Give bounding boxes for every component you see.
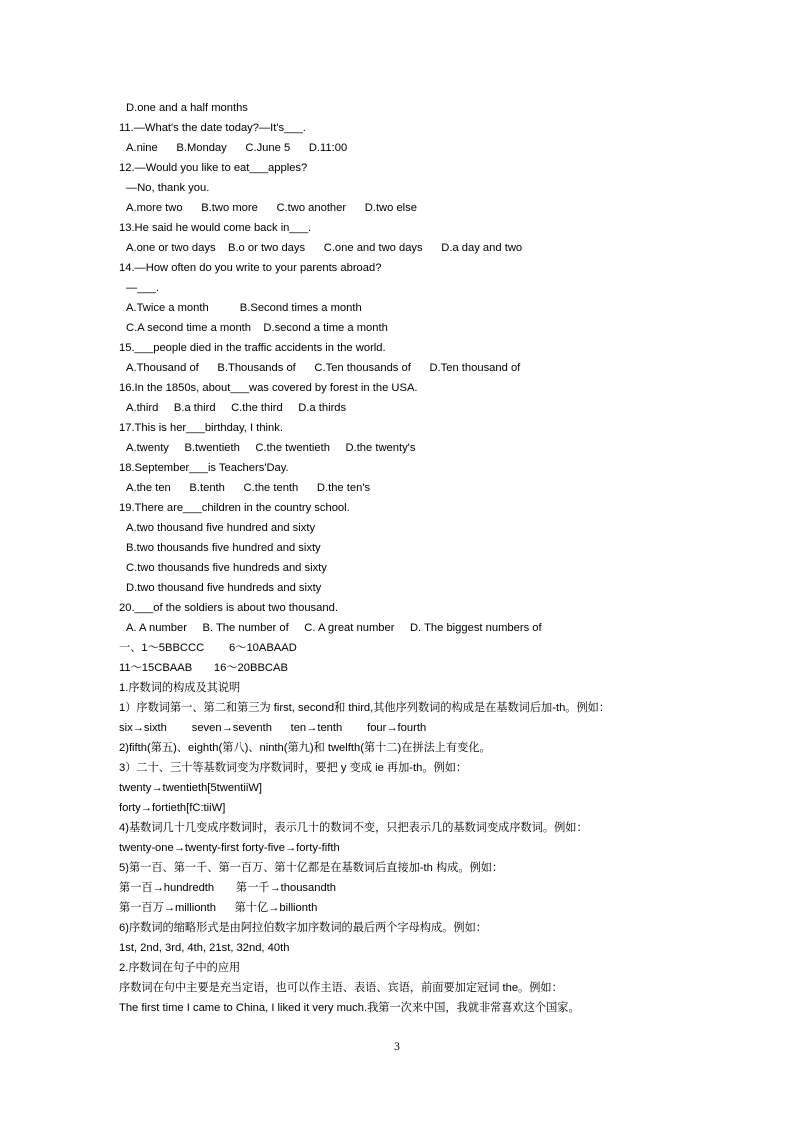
paragraph: 1）序数词第一、第二和第三为 first, second和 third,其他序列数词的构成是在基数词后加-th。例如： bbox=[119, 702, 611, 714]
answer-key-11-20: 11～15CBAAB 16～20BBCAB bbox=[119, 662, 288, 674]
option-19-b: B.two thousands five hundred and sixty bbox=[126, 542, 321, 554]
options-15: A.Thousand of B.Thousands of C.Ten thousands of D.Ten thousand of bbox=[126, 362, 521, 374]
paragraph: 4)基数词几十几变成序数词时，表示几十的数词不变，只把表示几的基数词变成序数词。例如： bbox=[119, 822, 588, 834]
example-line: 1st, 2nd, 3rd, 4th, 21st, 32nd, 40th bbox=[119, 942, 290, 954]
example-line: 第一百→hundredth 第一千→thousandth bbox=[119, 882, 337, 894]
options-16: A.third B.a third C.the third D.a thirds bbox=[126, 402, 347, 414]
options-12: A.more two B.two more C.two another D.two else bbox=[126, 202, 417, 214]
question-19: 19.There are___children in the country school. bbox=[119, 502, 350, 514]
example-line: The first time I came to China, I liked it very much.我第一次来中国，我就非常喜欢这个国家。 bbox=[119, 1002, 580, 1014]
paragraph: 3）二十、三十等基数词变为序数词时，要把 y 变成 ie 再加-th。例如： bbox=[119, 762, 468, 774]
answer-key-1-10: 一、1～5BBCCC 6～10ABAAD bbox=[119, 642, 297, 654]
example-line: forty→fortieth[fC:tiiW] bbox=[119, 802, 226, 814]
section-heading-1: 1.序数词的构成及其说明 bbox=[119, 682, 241, 694]
document-body bbox=[119, 98, 679, 1018]
question-12: 12.—Would you like to eat___apples? bbox=[119, 162, 308, 174]
example-line: 第一百万→millionth 第十亿→billionth bbox=[119, 902, 318, 914]
example-line: twenty→twentieth[5twentiiW] bbox=[119, 782, 263, 794]
question-17: 17.This is her___birthday, I think. bbox=[119, 422, 283, 434]
example-line: six→sixth seven→seventh ten→tenth four→fourth bbox=[119, 722, 427, 734]
options-11: A.nine B.Monday C.June 5 D.11:00 bbox=[126, 142, 348, 154]
question-14: 14.—How often do you write to your parents abroad? bbox=[119, 262, 382, 274]
example-line: twenty-one→twenty-first forty-five→forty-fifth bbox=[119, 842, 340, 854]
options-13: A.one or two days B.o or two days C.one and two days D.a day and two bbox=[126, 242, 523, 254]
options-14-cd: C.A second time a month D.second a time a month bbox=[126, 322, 388, 334]
option-19-a: A.two thousand five hundred and sixty bbox=[126, 522, 316, 534]
answer-option-line: D.one and a half months bbox=[126, 102, 248, 114]
question-11: 11.—What's the date today?—It's___. bbox=[119, 122, 306, 134]
paragraph: 序数词在句中主要是充当定语，也可以作主语、表语、宾语，前面要加定冠词 the。例如： bbox=[119, 982, 563, 994]
question-14-reply: —___. bbox=[126, 282, 159, 294]
option-19-d: D.two thousand five hundreds and sixty bbox=[126, 582, 322, 594]
page-number: 3 bbox=[394, 1041, 400, 1053]
paragraph: 5)第一百、第一千、第一百万、第十亿都是在基数词后直接加-th 构成。例如： bbox=[119, 862, 504, 874]
question-16: 16.In the 1850s, about___was covered by forest in the USA. bbox=[119, 382, 418, 394]
question-13: 13.He said he would come back in___. bbox=[119, 222, 312, 234]
question-18: 18.September___is Teachers'Day. bbox=[119, 462, 289, 474]
options-18: A.the ten B.tenth C.the tenth D.the ten's bbox=[126, 482, 371, 494]
paragraph: 6)序数词的缩略形式是由阿拉伯数字加序数词的最后两个字母构成。例如： bbox=[119, 922, 487, 934]
options-17: A.twenty B.twentieth C.the twentieth D.the twenty's bbox=[126, 442, 416, 454]
option-19-c: C.two thousands five hundreds and sixty bbox=[126, 562, 327, 574]
options-20: A. A number B. The number of C. A great number D. The biggest numbers of bbox=[126, 622, 542, 634]
question-12-reply: —No, thank you. bbox=[126, 182, 210, 194]
question-20: 20.___of the soldiers is about two thousand. bbox=[119, 602, 338, 614]
options-14-ab: A.Twice a month B.Second times a month bbox=[126, 302, 362, 314]
section-heading-2: 2.序数词在句子中的应用 bbox=[119, 962, 241, 974]
paragraph: 2)fifth(第五)、eighth(第八)、ninth(第九)和 twelfth(第十二)在拼法上有变化。 bbox=[119, 742, 491, 754]
question-15: 15.___people died in the traffic accidents in the world. bbox=[119, 342, 386, 354]
